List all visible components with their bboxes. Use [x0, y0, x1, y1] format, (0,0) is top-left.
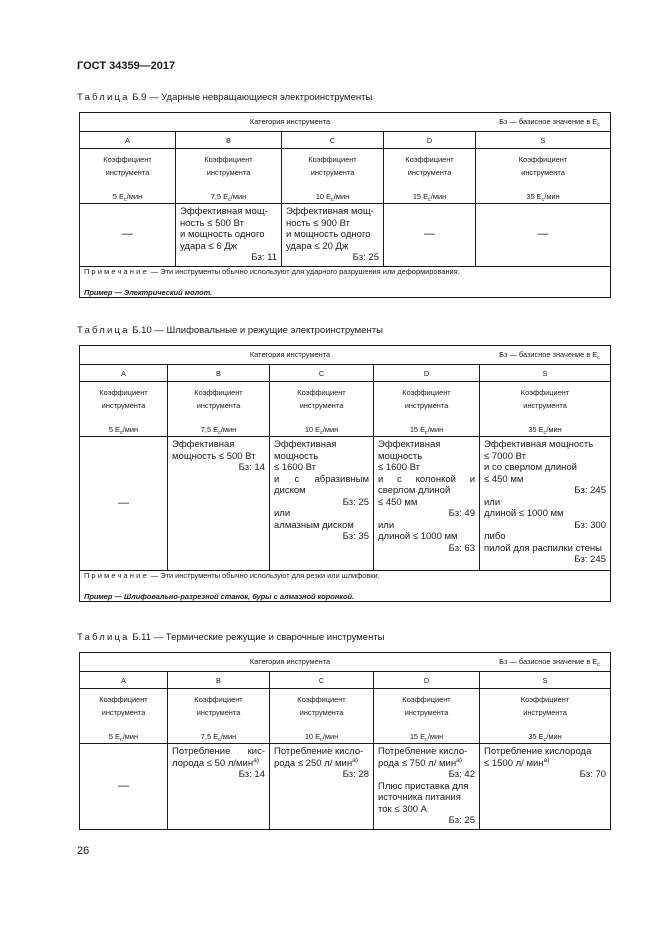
value-a: —: [80, 744, 168, 830]
table-caption-b10: [77, 325, 383, 336]
value-b: Потребление кис- лорода ≤ 50 л/мин$^{a)}$ Бз: 14: [168, 744, 270, 830]
value-b: Эффективная мощ- ность ≤ 500 Вт и мощность одного удара ≤ 6 Дж Бз: 11: [176, 204, 282, 267]
table-b9: [79, 112, 611, 298]
coefficient-row: [80, 382, 611, 437]
coef-d: Коэффициент инструмента 15 $E_c$/мин: [384, 149, 476, 204]
example-text: Пример — Электрический молот.: [84, 287, 213, 297]
value-d: Потребление кисло- рода ≤ 750 л/ мин$^{a)}$ Бз: 42 Плюс приставка для источника питания ток ≤ 300 А Бз: 25: [374, 744, 480, 830]
category-label: Категория инструмента: [249, 657, 331, 666]
letter-a: A: [80, 132, 176, 149]
letter-s: S: [480, 365, 611, 382]
values-row: [80, 204, 611, 267]
letter-c: C: [270, 365, 374, 382]
letter-b: B: [168, 672, 270, 689]
caption-word: Таблица: [77, 92, 130, 103]
coef-c: Коэффициент инструмента 10 $E_c$/мин: [270, 689, 374, 744]
value-a: —: [80, 437, 168, 571]
category-row: [80, 653, 611, 672]
letter-a: A: [80, 365, 168, 382]
letter-c: C: [282, 132, 384, 149]
coef-a: Коэффициент инструмента 5 $E_c$/мин: [80, 689, 168, 744]
note-text: Примечание — Эти инструменты обычно используют для резки или шлифовки.: [84, 571, 380, 580]
caption-text: Б.9 — Ударные невращающиеся электроинструменты: [132, 92, 373, 103]
letter-row: [80, 365, 611, 382]
note-row: [80, 571, 611, 602]
coef-s: Коэффициент инструмента 35 $E_c$/мин: [480, 382, 611, 437]
table-b11: [79, 652, 611, 830]
value-c: Эффективная мощность ≤ 1600 Вт и с абразивным диском Бз: 25 или алмазным диском Бз: 35: [270, 437, 374, 571]
letter-b: B: [168, 365, 270, 382]
basis-label: Бз — базисное значение в $E_c$: [499, 117, 601, 128]
value-s: Потребление кислорода ≤ 1500 л/ мин$^{a)}$ Бз: 70: [480, 744, 611, 830]
value-s: —: [476, 204, 611, 267]
coefficient-row: [80, 149, 611, 204]
value-d: —: [384, 204, 476, 267]
coef-d: Коэффициент инструмента 15 $E_c$/мин: [374, 382, 480, 437]
letter-s: S: [476, 132, 611, 149]
letter-c: C: [270, 672, 374, 689]
coef-s: Коэффициент инструмента 35 $E_c$/мин: [480, 689, 611, 744]
category-label: Категория инструмента: [249, 117, 331, 126]
category-label: Категория инструмента: [249, 350, 331, 359]
coef-c: Коэффициент инструмента 10 $E_c$/мин: [270, 382, 374, 437]
letter-row: [80, 672, 611, 689]
letter-row: [80, 132, 611, 149]
table-caption-b9: [77, 92, 372, 103]
document-header: ГОСТ 34359—2017: [77, 60, 176, 72]
value-d: Эффективная мощность ≤ 1600 Вт и с колонкой и сверлом длиной ≤ 450 мм Бз: 49 или длиной ≤ 1000 мм Бз: 63: [374, 437, 480, 571]
coef-c: Коэффициент инструмента 10 $E_c$/мин: [282, 149, 384, 204]
value-b: Эффективная мощность ≤ 500 Вт Бз: 14: [168, 437, 270, 571]
coef-s: Коэффициент инструмента 35 $E_c$/мин: [476, 149, 611, 204]
value-c: Эффективная мощ- ность ≤ 900 Вт и мощность одного удара ≤ 20 Дж Бз: 25: [282, 204, 384, 267]
letter-a: A: [80, 672, 168, 689]
letter-b: B: [176, 132, 282, 149]
caption-text: Б.11 — Термические режущие и сварочные инструменты: [132, 632, 385, 643]
category-row: [80, 346, 611, 365]
value-c: Потребление кисло- рода ≤ 250 л/ мин$^{a)}$ Бз: 28: [270, 744, 374, 830]
table-caption-b11: [77, 632, 385, 643]
coef-b: Коэффициент инструмента 7,5 $E_c$/мин: [168, 382, 270, 437]
basis-label: Бз — базисное значение в $E_c$: [499, 657, 601, 668]
basis-label: Бз — базисное значение в $E_c$: [499, 350, 601, 361]
note-text: Примечание — Эти инструменты обычно используют для ударного разрушения или деформирования.: [84, 266, 460, 276]
letter-d: D: [374, 672, 480, 689]
coef-d: Коэффициент инструмента 15 $E_c$/мин: [374, 689, 480, 744]
coefficient-row: [80, 689, 611, 744]
example-text: Пример — Шлифовально-разрезной станок, буры с алмазной коронкой.: [84, 592, 355, 601]
caption-word: Таблица: [77, 632, 130, 643]
note-row: [80, 266, 611, 297]
coef-a: Коэффициент инструмента 5 $E_c$/мин: [80, 382, 168, 437]
values-row: [80, 437, 611, 571]
page-number: 26: [77, 845, 90, 857]
coef-b: Коэффициент инструмента 7,5 $E_c$/мин: [176, 149, 282, 204]
coef-a: Коэффициент инструмента 5 $E_c$/мин: [80, 149, 176, 204]
value-a: —: [80, 204, 176, 267]
category-row: [80, 113, 611, 132]
value-s: Эффективная мощность ≤ 7000 Вт и со сверлом длиной ≤ 450 мм Бз: 245 или длиной ≤ 1000 мм Бз: 300 либо пилой для распилки стены Бз: 245: [480, 437, 611, 571]
letter-d: D: [374, 365, 480, 382]
coef-b: Коэффициент инструмента 7,5 $E_c$/мин: [168, 689, 270, 744]
table-b10: [79, 345, 611, 602]
letter-s: S: [480, 672, 611, 689]
letter-d: D: [384, 132, 476, 149]
values-row: [80, 744, 611, 830]
caption-word: Таблица: [77, 325, 130, 336]
caption-text: Б.10 — Шлифовальные и режущие электроинструменты: [132, 325, 383, 336]
